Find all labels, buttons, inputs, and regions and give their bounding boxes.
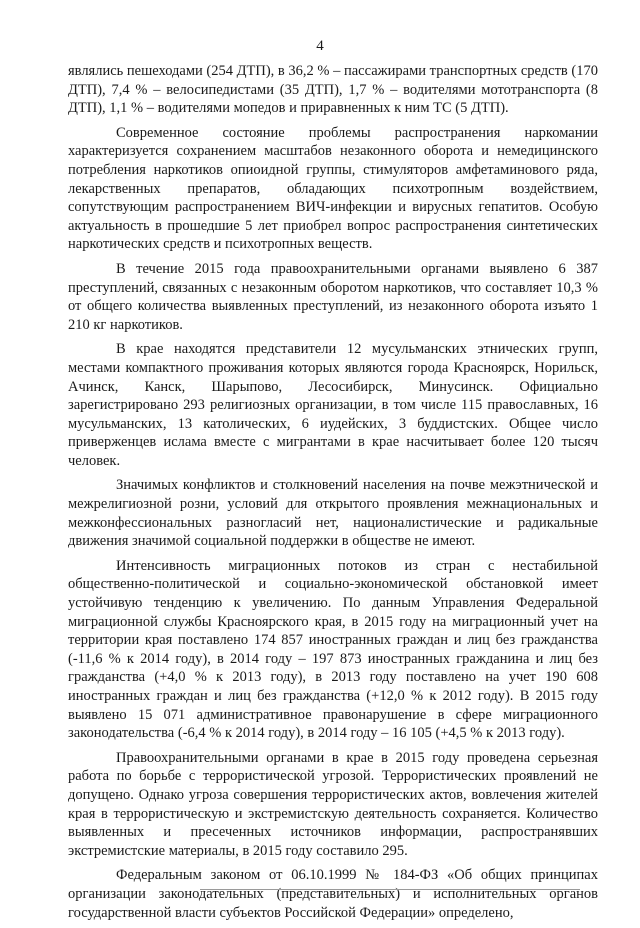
bottom-scan-line [200, 889, 580, 890]
paragraph-drug-crimes: В течение 2015 года правоохранительными органами выявлено 6 387 преступлений, связанных с незаконным оборотом наркотиков, что составляет 10,3 % от общего количества выявленных преступлений, из незаконного оборота изъято 1 210 кг наркотиков. [68, 260, 598, 333]
paragraph-federal-law: Федеральным законом от 06.10.1999 № 184-ФЗ «Об общих принципах организации законодательных (представительных) и исполнительных органов государственной власти субъектов Российской Федерации» определено, [68, 867, 598, 921]
paragraph-interethnic-conflicts: Значимых конфликтов и столкновений населения на почве межэтнической и межрелигиозной розни, условий для открытого проявления межнациональных и межконфессиональных разногласий нет, националистические и радикальные движения значимой социальной поддержки в обществе не имеют. [68, 477, 598, 550]
document-body [68, 62, 598, 928]
paragraph-drug-addiction: Современное состояние проблемы распространения наркомании характеризуется сохранением масштабов незаконного оборота и немедицинского потребления наркотиков опиоидной группы, стимуляторов амфетаминового ряда, лекарственных препаратов, обладающих психотропным воздействием, сопутствующим распространением ВИЧ-инфекции и вирусных гепатитов. Особую актуальность в прошедшие 5 лет приобрел вопрос распространения синтетических наркотических средств и психотропных веществ. [68, 124, 598, 253]
paragraph-migration: Интенсивность миграционных потоков из стран с нестабильной общественно-политической и социально-экономической обстановкой имеет устойчивую тенденцию к увеличению. По данным Управления Федеральной миграционной службы Красноярского края, в 2015 году на миграционный учет на территории края поставлено 174 857 иностранных граждан и лиц без гражданства (-11,6 % к 2014 году), в 2014 году – 197 873 иностранных гражданина и лиц без гражданства (+4,0 % к 2013 году), в 2013 году поставлено на учет 190 608 иностранных граждан и лиц без гражданства (+12,0 % к 2012 году). В 2015 году выявлено 15 071 административное правонарушение в сфере миграционного законодательства (-6,4 % к 2014 году), в 2014 году – 16 105 (+4,5 % к 2013 году). [68, 557, 598, 742]
paragraph-terrorism: Правоохранительными органами в крае в 2015 году проведена серьезная работа по борьбе с террористической угрозой. Террористических проявлений не допущено. Однако угроза совершения террористических актов, вовлечения жителей края в террористическую и экстремистскую деятельность сохраняется. Количество выявленных и пресеченных источников информации, распространявших экстремистские материалы, в 2015 году составило 295. [68, 749, 598, 859]
page-number: 4 [316, 38, 324, 54]
paragraph-religious-groups: В крае находятся представители 12 мусульманских этнических групп, местами компактного проживания которых являются города Красноярск, Норильск, Ачинск, Канск, Шарыпово, Лесосибирск, Минусинск. Официально зарегистрировано 293 религиозных организации, в том числе 115 православных, 16 мусульманских, 13 католических, 6 иудейских, 3 буддистских. Общее число приверженцев ислама вместе с мигрантами в крае насчитывает более 120 тысяч человек. [68, 341, 598, 469]
paragraph-road-accidents: являлись пешеходами (254 ДТП), в 36,2 % – пассажирами транспортных средств (170 ДТП), 7,4 % – велосипедистами (35 ДТП), 1,7 % – водителями мототранспорта (8 ДТП), 1,1 % – водителями мопедов и приравненных к ним ТС (5 ДТП). [68, 63, 598, 117]
